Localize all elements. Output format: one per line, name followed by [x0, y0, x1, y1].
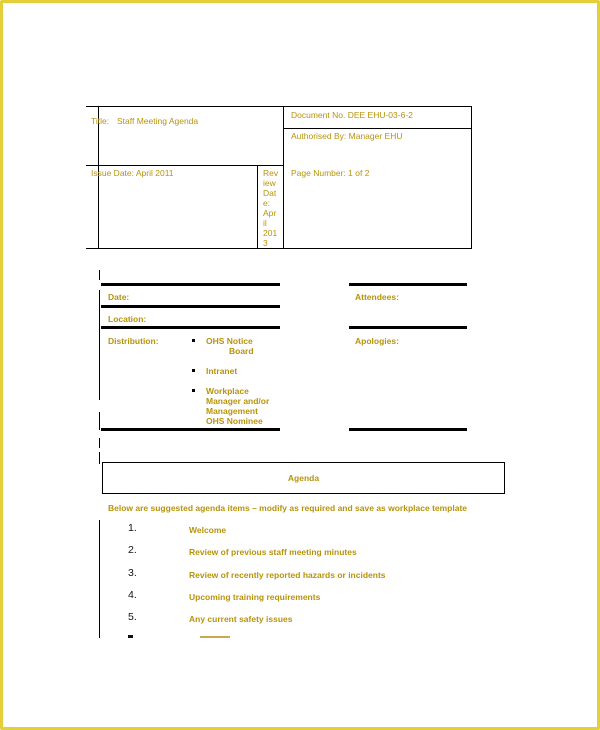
- review-date-line: il: [263, 218, 267, 228]
- apologies-label: Apologies:: [355, 336, 399, 346]
- page-number: Page Number: 1 of 2: [291, 168, 370, 178]
- item-text: Review of recently reported hazards or incidents: [189, 570, 386, 580]
- item-number: 1.: [128, 522, 137, 534]
- authorised-by: Authorised By: Manager EHU: [291, 131, 403, 141]
- review-date-line: Apr: [263, 208, 277, 218]
- review-date-line: 3: [263, 238, 268, 248]
- agenda-heading: Agenda: [287, 473, 320, 483]
- review-date-line: Dat: [263, 188, 277, 198]
- distribution-label: Distribution:: [108, 336, 159, 346]
- item-text: Any current safety issues: [189, 614, 293, 624]
- review-date-line: Rev: [263, 168, 279, 178]
- review-date-line: 201: [263, 228, 278, 238]
- agenda-intro: Below are suggested agenda items – modify as required and save as workplace template: [108, 503, 468, 513]
- title-value: Staff Meeting Agenda: [117, 116, 199, 126]
- clipped-item: [120, 633, 270, 638]
- agenda-heading-box: [102, 462, 505, 494]
- item-number: 2.: [128, 544, 137, 556]
- issue-date: Issue Date: April 2011: [91, 168, 174, 178]
- review-date-line: iew: [263, 178, 276, 188]
- date-label: Date:: [108, 292, 130, 302]
- document-number: Document No. DEE EHU-03-6-2: [291, 110, 413, 120]
- location-label: Location:: [108, 314, 147, 324]
- item-text: Upcoming training requirements: [189, 592, 321, 602]
- item-number: 4.: [128, 589, 137, 601]
- title-label: Title:: [91, 116, 110, 126]
- review-date: [263, 168, 278, 248]
- item-text: Welcome: [189, 525, 227, 535]
- item-number: 5.: [128, 611, 137, 623]
- item-text: Review of previous staff meeting minutes: [189, 547, 357, 557]
- bullet-icon: [192, 369, 195, 372]
- bullet-icon: [192, 339, 195, 342]
- attendees-label: Attendees:: [355, 292, 399, 302]
- review-date-line: e:: [263, 198, 271, 208]
- item-number: 3.: [128, 567, 137, 579]
- bullet-icon: [192, 389, 195, 392]
